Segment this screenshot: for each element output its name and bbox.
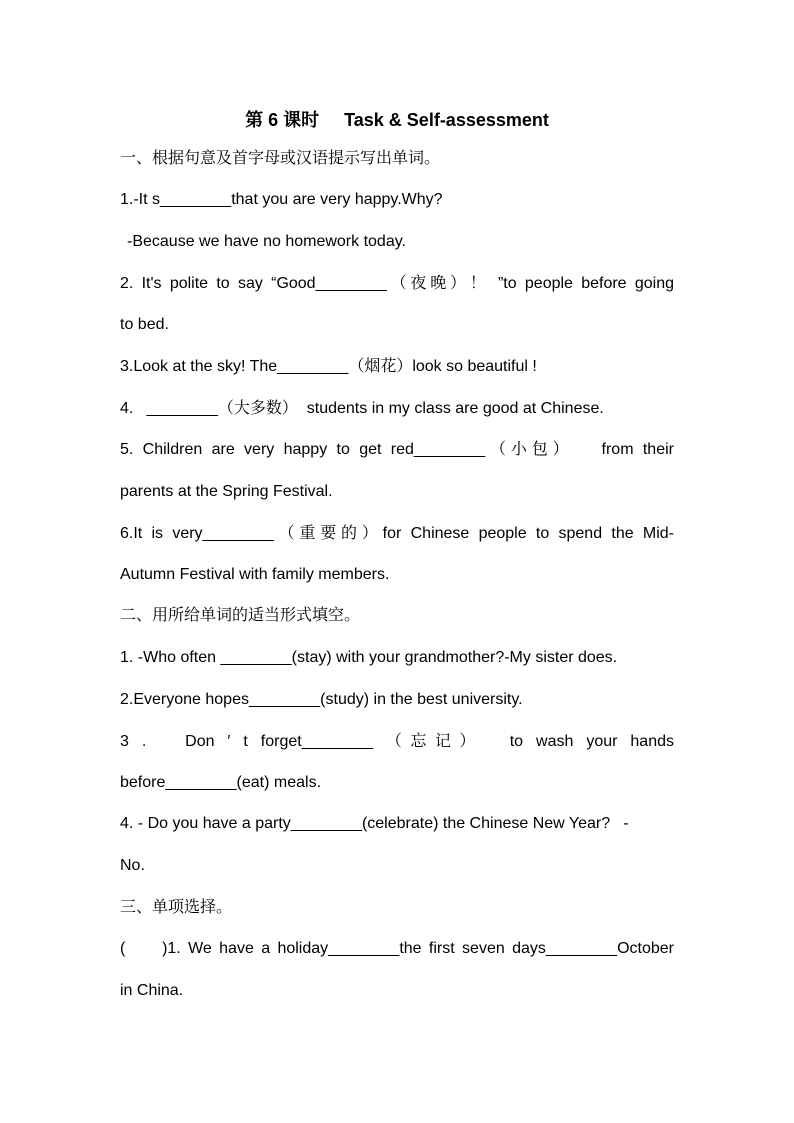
question-line: 2.Everyone hopes________(study) in the best university.: [120, 691, 523, 708]
question-line: before________(eat) meals.: [120, 774, 322, 791]
question-line: -Because we have no homework today.: [127, 233, 406, 250]
question-line: 6.It is very________（重要的）for Chinese people to spend the Mid-: [120, 525, 674, 542]
question-line: ( )1. We have a holiday________the first seven days________October: [120, 940, 674, 957]
question-line: parents at the Spring Festival.: [120, 483, 333, 500]
section-heading-2: 二、用所给单词的适当形式填空。: [120, 607, 361, 624]
question-line: No.: [120, 857, 145, 874]
question-line: in China.: [120, 982, 184, 999]
question-line: Autumn Festival with family members.: [120, 566, 390, 583]
question-line: 2. It's polite to say “Good________（夜晚）！ ”to people before going: [120, 275, 674, 292]
question-line: 4. ________（大多数） students in my class are good at Chinese.: [120, 400, 604, 417]
question-line: 3 . Don ′ t forget________ （忘记） to wash your hands: [120, 733, 674, 750]
question-line: 5. Children are very happy to get red________（小包） from their: [120, 441, 674, 458]
question-line: to bed.: [120, 316, 169, 333]
question-line: 1. -Who often ________(stay) with your grandmother?-My sister does.: [120, 649, 618, 666]
question-line: 1.-It s________that you are very happy.Why?: [120, 191, 443, 208]
lesson-title: 第 6 课时 Task & Self-assessment: [245, 110, 549, 130]
question-line: 4. - Do you have a party________(celebrate) the Chinese New Year? -: [120, 815, 629, 832]
question-line: 3.Look at the sky! The________（烟花）look so beautiful !: [120, 358, 537, 375]
section-heading-3: 三、单项选择。: [120, 899, 233, 916]
section-heading-1: 一、根据句意及首字母或汉语提示写出单词。: [120, 150, 441, 167]
